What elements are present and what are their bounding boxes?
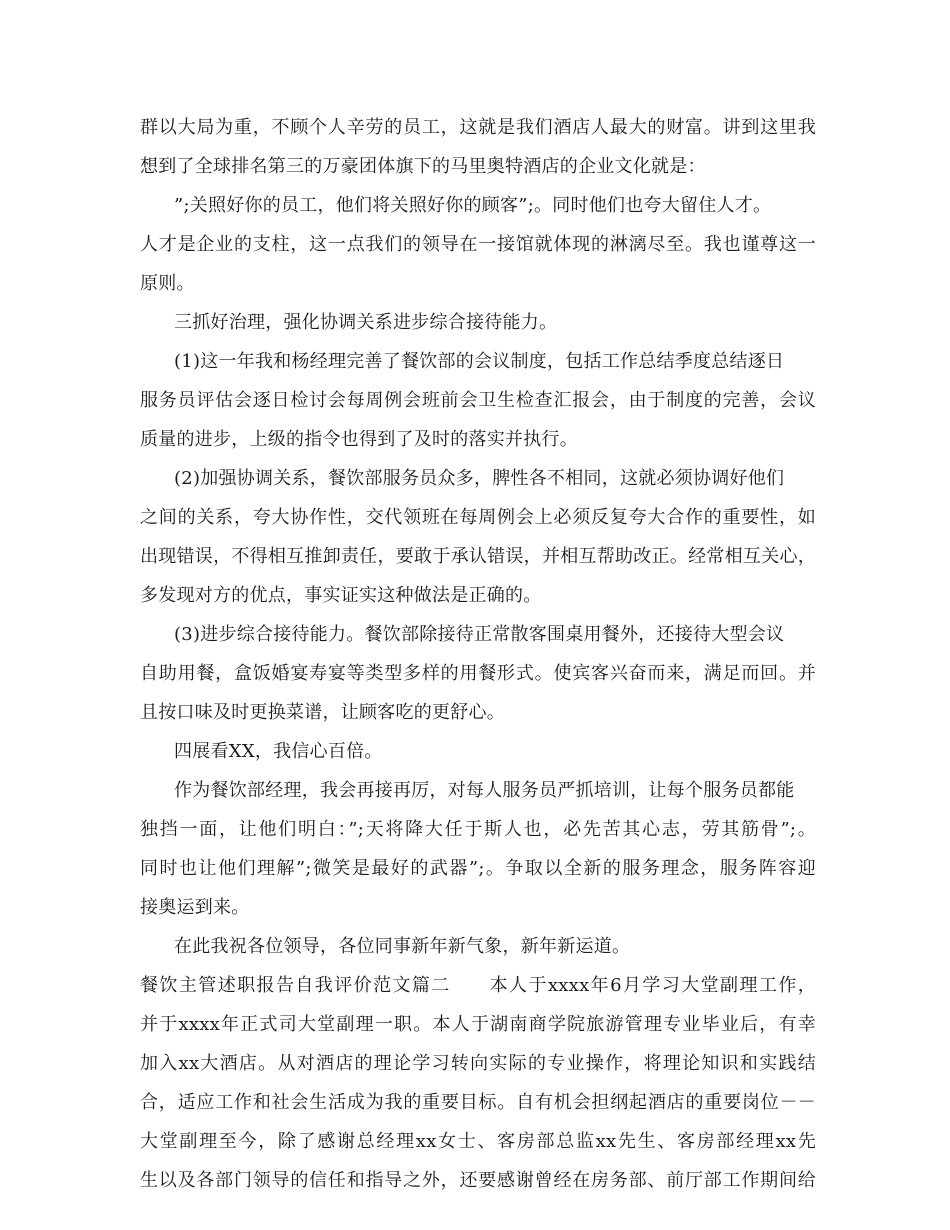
article-title-line: 餐饮主管述职报告自我评价范文篇二 本人于xxxx年6月学习大堂副理工作， xyxy=(140,975,816,996)
section-heading: 三抓好治理，强化协调关系进步综合接待能力。 xyxy=(174,312,558,333)
text-line: 独挡一面，让他们明白：”;天将降大任于斯人也，必先苦其心志，劳其筋骨”;。 xyxy=(140,819,816,840)
text-line: 接奥运到来。 xyxy=(140,897,250,918)
text-line: 且按口味及时更换菜谱，让顾客吃的更舒心。 xyxy=(140,702,505,723)
text-line: ”;关照好你的员工，他们将关照好你的顾客”;。同时他们也夸大留住人才。 xyxy=(174,195,772,216)
text-line: (2)加强协调关系，餐饮部服务员众多，脾性各不相同，这就必须协调好他们 xyxy=(174,468,785,489)
text-line: 服务员评估会逐日检讨会每周例会班前会卫生检查汇报会，由于制度的完善，会议 xyxy=(140,390,816,411)
text-line: 在此我祝各位领导，各位同事新年新气象，新年新运道。 xyxy=(174,936,631,957)
text-line: 人才是企业的支柱，这一点我们的领导在一接馆就体现的淋漓尽至。我也谨尊这一 xyxy=(140,234,816,255)
text-line: (1)这一年我和杨经理完善了餐饮部的会议制度，包括工作总结季度总结逐日 xyxy=(174,351,785,372)
text-line: 质量的进步，上级的指令也得到了及时的落实并执行。 xyxy=(140,429,578,450)
text-line: 大堂副理至今，除了感谢总经理xx女士、客房部总监xx先生、客房部经理xx先 xyxy=(140,1131,816,1152)
text-line: 之间的关系，夸大协作性，交代领班在每周例会上必须反复夸大合作的重要性，如 xyxy=(140,507,816,528)
text-line: 群以大局为重，不顾个人辛劳的员工，这就是我们酒店人最大的财富。讲到这里我 xyxy=(140,117,816,138)
text-line: 同时也让他们理解”;微笑是最好的武器”;。争取以全新的服务理念，服务阵容迎 xyxy=(140,858,816,879)
text-line: 多发现对方的优点，事实证实这种做法是正确的。 xyxy=(140,585,542,606)
text-line: 生以及各部门领导的信任和指导之外，还要感谢曾经在房务部、前厅部工作期间给 xyxy=(140,1170,816,1191)
text-line: 加入xx大酒店。从对酒店的理论学习转向实际的专业操作，将理论知识和实践结 xyxy=(140,1053,816,1074)
text-line: 合，适应工作和社会生活成为我的重要目标。自有机会担纲起酒店的重要岗位－－ xyxy=(140,1092,816,1113)
text-line: 自助用餐，盒饭婚宴寿宴等类型多样的用餐形式。使宾客兴奋而来，满足而回。并 xyxy=(140,663,816,684)
text-line: (3)进步综合接待能力。餐饮部除接待正常散客围桌用餐外，还接待大型会议 xyxy=(174,624,785,645)
text-line: 并于xxxx年正式司大堂副理一职。本人于湖南商学院旅游管理专业毕业后，有幸 xyxy=(140,1014,816,1035)
text-line: 出现错误，不得相互推卸责任，要敢于承认错误，并相互帮助改正。经常相互关心， xyxy=(140,546,816,567)
text-line: 想到了全球排名第三的万豪团体旗下的马里奥特酒店的企业文化就是： xyxy=(140,156,706,177)
text-line: 作为餐饮部经理，我会再接再厉，对每人服务员严抓培训，让每个服务员都能 xyxy=(174,780,795,801)
text-line: 原则。 xyxy=(140,273,195,294)
section-heading: 四展看XX，我信心百倍。 xyxy=(174,741,383,762)
